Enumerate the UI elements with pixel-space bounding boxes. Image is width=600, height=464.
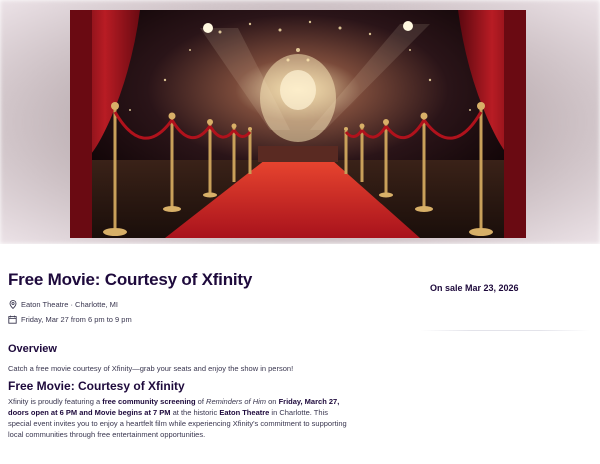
ticket-panel-divider <box>420 330 590 331</box>
event-location[interactable]: Eaton Theatre · Charlotte, MI <box>21 300 118 309</box>
event-description <box>8 396 353 440</box>
desc-movie-title: Reminders of Him <box>206 397 267 406</box>
calendar-icon <box>8 315 17 324</box>
desc-text-2: of <box>195 397 207 406</box>
description-heading: Free Movie: Courtesy of Xfinity <box>8 379 185 393</box>
desc-bold-screening: free community screening <box>102 397 196 406</box>
event-title: Free Movie: Courtesy of Xfinity <box>8 270 253 289</box>
desc-text-3: on <box>266 397 279 406</box>
overview-heading: Overview <box>8 343 57 355</box>
event-location-row <box>8 300 118 309</box>
overview-summary: Catch a free movie courtesy of Xfinity—grab your seats and enjoy the show in person! <box>8 364 294 373</box>
desc-bold-venue: Eaton Theatre <box>219 408 270 417</box>
desc-bold-schedule: Friday, March 27, doors open at 6 PM and Movie begins at 7 PM <box>8 397 340 417</box>
event-date-row <box>8 315 132 324</box>
desc-text-1: Xfinity is proudly featuring a <box>8 397 103 406</box>
desc-text-5: in Charlotte. This special event invites you to enjoy a heartfelt film while experiencing Xfinity's commitment to supporting local communities through free entertainment opportunities. <box>8 408 347 439</box>
map-pin-icon <box>8 300 17 309</box>
desc-text-4: at the historic <box>170 408 220 417</box>
event-datetime: Friday, Mar 27 from 6 pm to 9 pm <box>21 315 132 324</box>
on-sale-date: On sale Mar 23, 2026 <box>430 283 519 293</box>
event-hero-image <box>70 10 526 238</box>
